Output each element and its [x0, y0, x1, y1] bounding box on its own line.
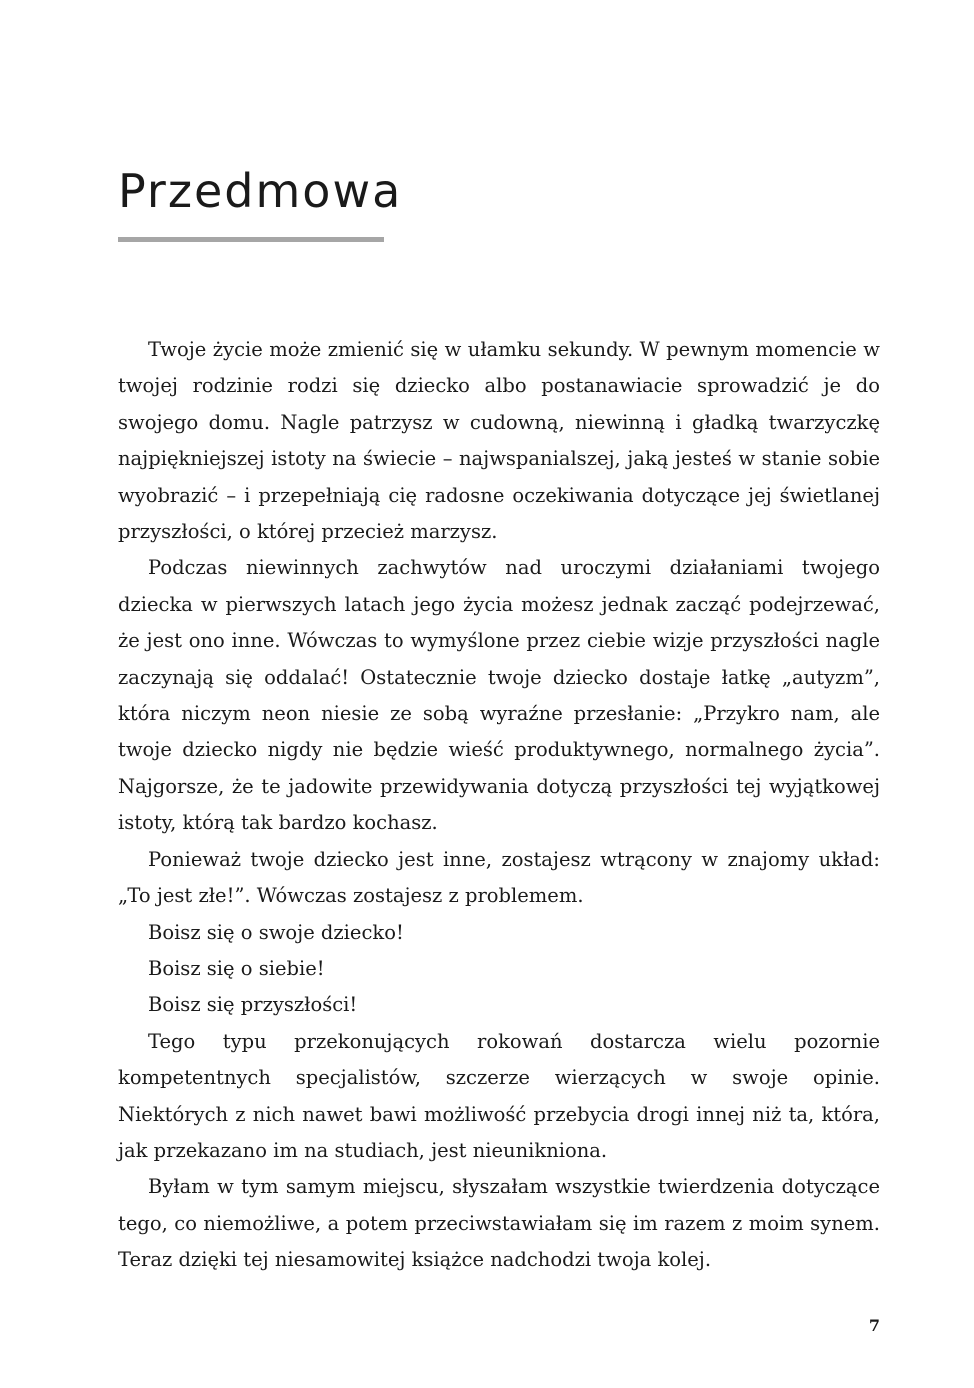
chapter-title: Przedmowa — [118, 164, 403, 218]
paragraph: Twoje życie może zmienić się w ułamku sekundy. W pewnym momencie w twojej rodzinie rodzi się dziecko albo postanawiacie sprowadzić je do swojego domu. Nagle patrzysz w cudowną, niewinną i gładką twarzyczkę najpiękniejszej istoty na świecie – najwspanialszej, jaką jesteś w stanie sobie wyobrazić – i przepełniają cię radosne oczekiwania dotyczące jej świetlanej przyszłości, o której przecież marzysz. — [118, 338, 880, 544]
paragraph: Boisz się o siebie! — [148, 956, 325, 980]
body-text — [118, 332, 880, 1279]
paragraph: Tego typu przekonujących rokowań dostarcza wielu pozornie kompetentnych specjalistów, szczerze wierzących w swoje opinie. Niektórych z nich nawet bawi możliwość przebycia drogi innej niż ta, która, jak przekazano im na studiach, jest nieunikniona. — [118, 1029, 880, 1162]
paragraph: Ponieważ twoje dziecko jest inne, zostajesz wtrącony w znajomy układ: „To jest złe!”. Wówczas zostajesz z problemem. — [118, 847, 880, 908]
paragraph: Boisz się o swoje dziecko! — [148, 920, 404, 944]
paragraph: Boisz się przyszłości! — [148, 993, 358, 1017]
paragraph: Byłam w tym samym miejscu, słyszałam wszystkie twierdzenia dotyczące tego, co niemożliwe, a potem przeciwstawiałam się im razem z moim synem. Teraz dzięki tej niesamowitej książce nadchodzi twoja kolej. — [118, 1175, 880, 1272]
title-underline — [118, 237, 384, 242]
paragraph: Podczas niewinnych zachwytów nad uroczymi działaniami twojego dziecka w pierwszych latach jego życia możesz jednak zacząć podejrzewać, że jest ono inne. Wówczas to wymyślone przez ciebie wizje przyszłości nagle zaczynają się oddalać! Ostatecznie twoje dziecko dostaje łatkę „autyzm”, która niczym neon niesie ze sobą wyraźne przesłanie: „Przykro nam, ale twoje dziecko nigdy nie będzie wieść produktywnego, normalnego życia”. Najgorsze, że te jadowite przewidywania dotyczą przyszłości tej wyjątkowej istoty, którą tak bardzo kochasz. — [118, 556, 880, 835]
page-number: 7 — [868, 1316, 880, 1335]
